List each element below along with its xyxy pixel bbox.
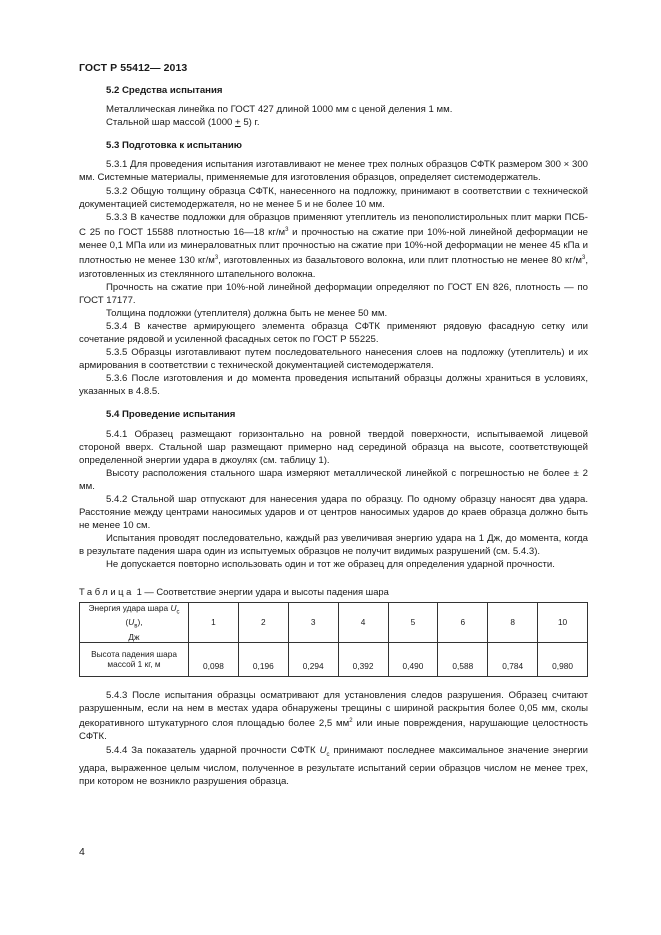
text-fragment: или иные повреждения, нарушающие целостность СФТК.: [79, 718, 588, 743]
document-header: ГОСТ Р 55412— 2013: [79, 62, 188, 74]
paragraph-5-3-3: [79, 211, 588, 281]
table-cell-height: 0,980: [538, 642, 588, 676]
text-fragment: , изготовленных из стеклянного штапельного волокна.: [79, 255, 588, 280]
text-fragment: 5.4.4 За показатель ударной прочности СФТК: [106, 744, 320, 756]
section-heading-5-4: 5.4 Проведение испытания: [106, 409, 236, 421]
table-cell-height: 0,392: [338, 642, 388, 676]
section-heading-5-2: 5.2 Средства испытания: [106, 85, 223, 96]
table-cell-energy: 10: [538, 602, 588, 642]
paragraph-5-4-2: 5.4.2 Стальной шар отпускают для нанесения удара по образцу. По одному образцу наносят два удара. Расстояние между центрами наносимых ударов и от центров наносимых ударов до краев образца должно быть не менее 10 см.: [79, 494, 588, 532]
text-fragment: Высота падения шара: [91, 649, 177, 660]
document-body: [79, 84, 588, 788]
table-cell-height: 0,588: [438, 642, 488, 676]
table-cell-height: 0,196: [238, 642, 288, 676]
table-cell-energy: 2: [238, 602, 288, 642]
table-row-energy: [80, 602, 588, 642]
superscript: 3: [285, 226, 289, 233]
table-unit-joule: Дж: [128, 631, 140, 642]
energy-height-table: [79, 602, 588, 677]
paragraph-5-4-4: [79, 744, 588, 788]
text-fragment: и прочностью на сжатие при 10%-ной линейной деформации не менее 0,1 МПа или из минераловатных плит прочностью на сжатие при 10%-ной деформации не менее 45 кПа и плотностью не менее 130 кг/м: [79, 227, 588, 267]
paragraph-5-3-2: 5.3.2 Общую толщину образца СФТК, нанесенного на подложку, принимают в соответствии с технической документацией системодержателя, но не менее 5 и не более 10 мм.: [79, 185, 588, 210]
table-cell-energy: 5: [388, 602, 438, 642]
symbol-u: U: [128, 617, 135, 628]
table-header-height: [80, 642, 189, 676]
text-fragment: (: [125, 617, 129, 628]
superscript: 2: [349, 718, 353, 725]
table-cell-height: 0,490: [388, 642, 438, 676]
superscript: 3: [581, 255, 586, 262]
table-caption-text: 1 — Соответствие энергии удара и высоты падения шара: [133, 585, 389, 597]
text-fragment: ),: [137, 617, 143, 628]
table-cell-height: 0,294: [288, 642, 338, 676]
table-cell-energy: 3: [288, 602, 338, 642]
paragraph-5-4-1-height: Высоту расположения стального шара измеряют металлической линейкой с погрешностью не более ± 2 мм.: [79, 467, 588, 492]
subscript: c: [326, 751, 330, 758]
table-cell-height: 0,784: [488, 642, 538, 676]
text-fragment: Энергия удара шара: [88, 602, 171, 613]
table-header-energy: [80, 602, 189, 642]
page-number: 4: [79, 846, 85, 858]
text-fragment: массой 1 кг, м: [107, 659, 161, 670]
text-fragment: , изготовленных из базальтового волокна, или плит плотностью не менее 80 кг/м: [218, 255, 582, 267]
paragraph-5-3-5: 5.3.5 Образцы изготавливают путем последовательного нанесения слоев на подложку (утеплитель) и их армирования в соответствии с технической документацией системодержателя.: [79, 347, 588, 372]
table-row-height: [80, 642, 588, 676]
table-caption: [79, 585, 588, 598]
superscript: 3: [214, 255, 219, 262]
paragraph-5-3-3-thickness: Толщина подложки (утеплителя) должна быть не менее 50 мм.: [106, 307, 388, 319]
table-cell-energy: 6: [438, 602, 488, 642]
paragraph-ruler: Металлическая линейка по ГОСТ 427 длиной 1000 мм с ценой деления 1 мм.: [106, 104, 453, 116]
paragraph-5-3-6: 5.3.6 После изготовления и до момента проведения испытаний образцы должны храниться в условиях, указанных в 4.8.5.: [79, 373, 588, 398]
paragraph-5-3-4: 5.3.4 В качестве армирующего элемента образца СФТК применяют рядовую фасадную сетку или сочетание рядовой и усиленной фасадных сеток по ГОСТ Р 55225.: [79, 320, 588, 345]
paragraph-5-3-3-strength: Прочность на сжатие при 10%-ной линейной деформации определяют по ГОСТ EN 826, плотность — по ГОСТ 17177.: [79, 281, 588, 306]
table-cell-height: 0,098: [189, 642, 239, 676]
symbol-u: U: [170, 602, 177, 613]
paragraph-5-4-1: 5.4.1 Образец размещают горизонтально на ровной твердой поверхности, испытываемой лицевой стороной вверх. Стальной шар размещают примерно над серединой образца на высоте, соответствующей определенной энергии удара в джоулях (см. таблицу 1).: [79, 428, 588, 466]
symbol-u: U: [319, 744, 327, 756]
paragraph-5-4-2-reuse: Не допускается повторно использовать один и тот же образец для определения ударной прочности.: [106, 559, 555, 571]
paragraph-steel-ball: [79, 116, 588, 129]
table-cell-energy: 1: [189, 602, 239, 642]
table-caption-label: Таблица: [79, 585, 134, 597]
table-cell-energy: 4: [338, 602, 388, 642]
text-fragment: 5.4.3 После испытания образцы осматривают для установления следов разрушения. Образец считают разрушенным, если на нем в местах удара обнаружены трещины с шириной раскрытия более 0,05 мм, сколы декоративного штукатурного слоя площадью более 2,5 мм: [79, 689, 588, 730]
plus-minus-symbol: +: [235, 117, 241, 129]
table-cell-energy: 8: [488, 602, 538, 642]
section-heading-5-3: 5.3 Подготовка к испытанию: [106, 140, 242, 152]
text-fragment: Стальной шар массой (1000: [106, 117, 236, 129]
paragraph-5-3-1: 5.3.1 Для проведения испытания изготавливают не менее трех полных образцов СФТК размером 300 × 300 мм. Системные материалы, применяемые для изготовления образцов, определяет системодержатель.: [79, 159, 588, 184]
paragraph-5-4-3: [79, 689, 588, 744]
subscript: в: [134, 623, 138, 630]
paragraph-5-4-2-tests: Испытания проводят последовательно, каждый раз увеличивая энергию удара на 1 Дж, до момента, когда в результате падения шара один из испытуемых образцов не получит видимых разрушений (см. 5.4.3).: [79, 533, 588, 558]
text-fragment: 5.3.3 В качестве подложки для образцов применяют утеплитель из пенополистирольных плит марки ПСБ-С 25 по ГОСТ 15588 плотностью 16—18 кг/м: [79, 211, 588, 239]
text-fragment: принимают последнее максимальное значение энергии удара, выраженное целым числом, полученное в результате испытаний серии образцов числом не менее трех, при котором не возникло разрушения образца.: [79, 744, 589, 787]
subscript: c: [176, 609, 180, 616]
text-fragment: 5) г.: [240, 117, 260, 129]
